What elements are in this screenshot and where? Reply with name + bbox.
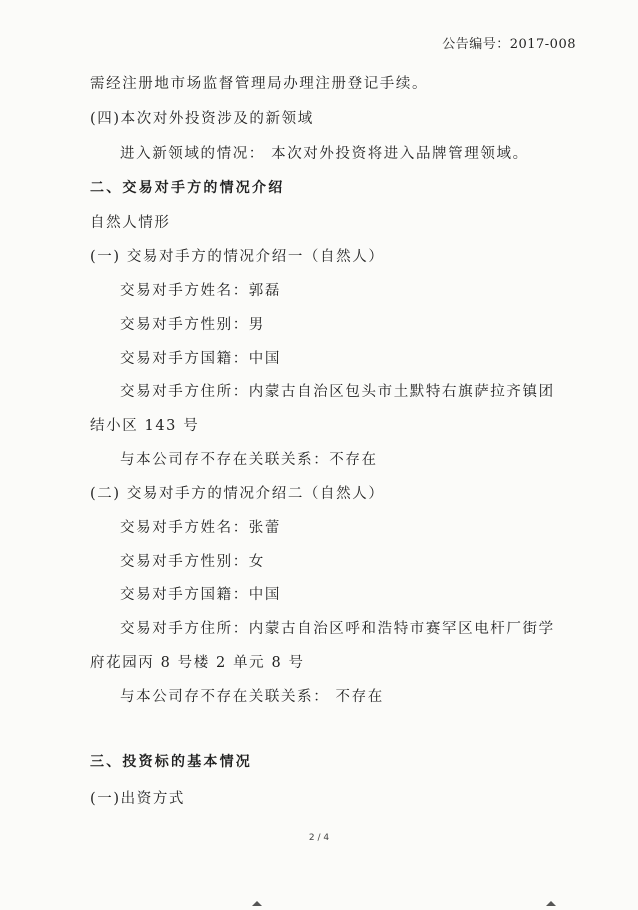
field-line: 交易对手方姓名：郭磊 xyxy=(120,283,281,299)
paragraph-line: 需经注册地市场监督管理局办理注册登记手续。 xyxy=(90,76,429,92)
scan-mark-icon xyxy=(546,901,556,906)
section-heading: 二、交易对手方的情况介绍 xyxy=(90,180,285,196)
field-line-continued: 结小区 143 号 xyxy=(90,418,200,434)
field-line: 交易对手方性别：男 xyxy=(120,317,265,333)
subsection-heading: (一)出资方式 xyxy=(90,791,186,807)
field-line: 交易对手方国籍：中国 xyxy=(120,351,281,367)
paragraph-line: 自然人情形 xyxy=(90,215,171,231)
subsection-heading: (四)本次对外投资涉及的新领域 xyxy=(90,111,314,127)
notice-number: 公告编号：2017-008 xyxy=(442,37,576,52)
field-line: 与本公司存不存在关联关系：不存在 xyxy=(120,452,378,468)
field-line: 交易对手方住所：内蒙古自治区包头市土默特右旗萨拉齐镇团 xyxy=(120,384,555,400)
section-heading: 三、投资标的基本情况 xyxy=(90,754,252,770)
field-line: 交易对手方国籍：中国 xyxy=(120,587,281,603)
subsection-heading: (二) 交易对手方的情况介绍二（自然人） xyxy=(90,486,385,502)
field-line: 交易对手方性别：女 xyxy=(120,554,265,570)
field-line: 交易对手方住所：内蒙古自治区呼和浩特市赛罕区电杆厂街学 xyxy=(120,621,555,637)
field-line-continued: 府花园丙 8 号楼 2 单元 8 号 xyxy=(90,655,305,671)
field-line: 交易对手方姓名：张蕾 xyxy=(120,520,281,536)
paragraph-line: 进入新领域的情况： 本次对外投资将进入品牌管理领域。 xyxy=(120,146,529,162)
page-number: 2 / 4 xyxy=(308,833,330,843)
subsection-heading: (一) 交易对手方的情况介绍一（自然人） xyxy=(90,249,385,265)
scan-mark-icon xyxy=(252,901,262,906)
field-line: 与本公司存不存在关联关系： 不存在 xyxy=(120,689,384,705)
